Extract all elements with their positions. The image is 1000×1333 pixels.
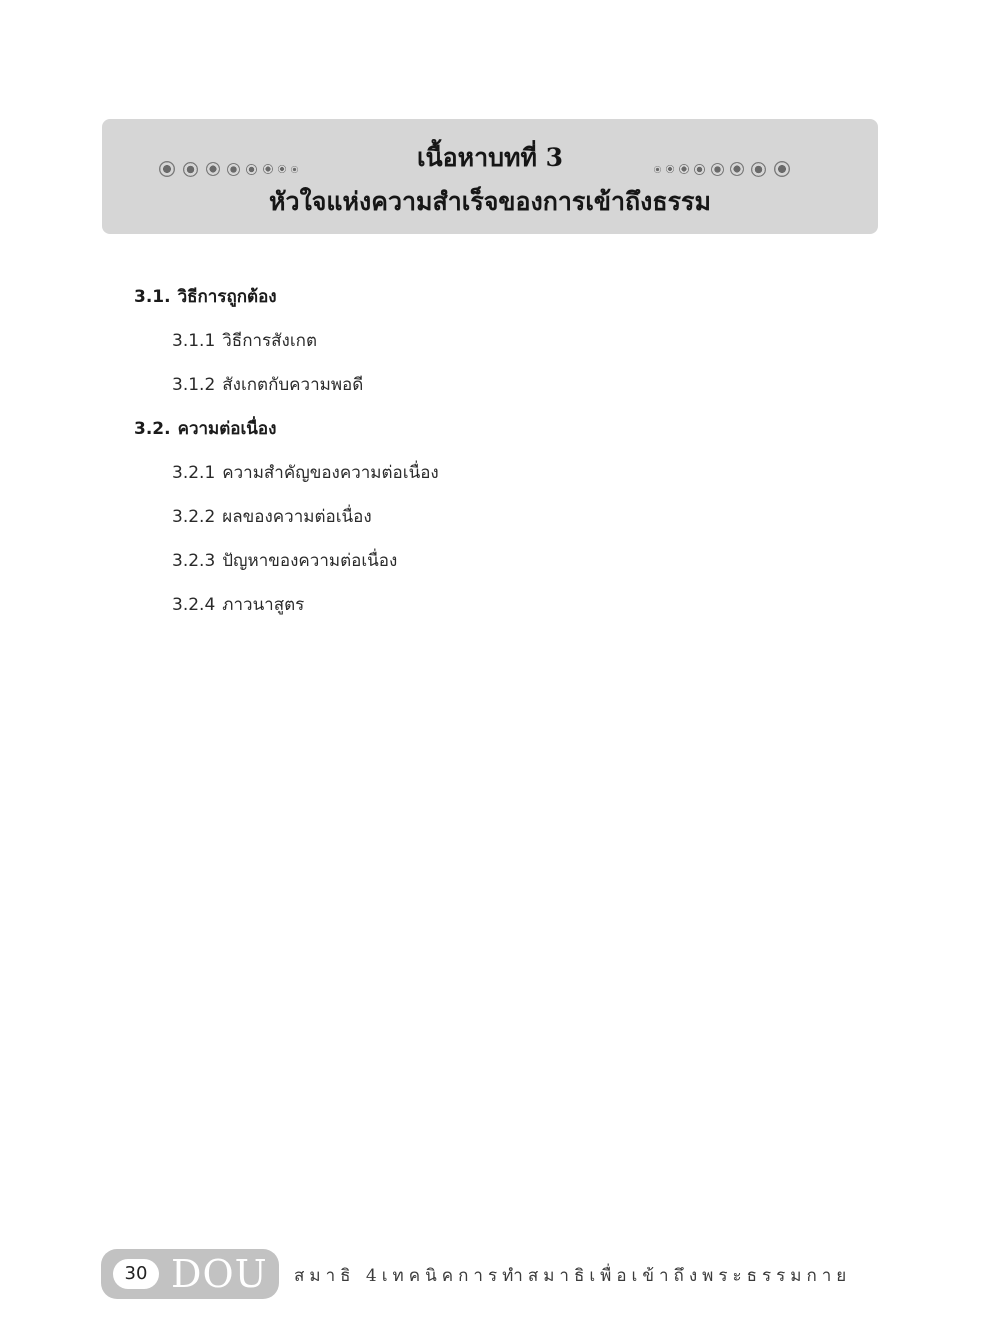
- subsection-item: [172, 329, 317, 353]
- chapter-number: เนื้อหาบทที่ 3: [416, 143, 564, 172]
- subsection-label: ผลของความต่อเนื่อง: [222, 507, 372, 527]
- dou-logo: DOU: [171, 1252, 268, 1296]
- circle-ornament-icon: [711, 163, 724, 176]
- subsection-number: 3.1.1: [172, 331, 216, 351]
- section-label: วิธีการถูกต้อง: [177, 287, 277, 307]
- section-number: 3.2.: [134, 419, 171, 439]
- page-number: 30: [113, 1259, 159, 1289]
- subsection-number: 3.2.3: [172, 551, 216, 571]
- subsection-number: 3.1.2: [172, 375, 216, 395]
- subsection-number: 3.2.1: [172, 463, 216, 483]
- subsection-label: ปัญหาของความต่อเนื่อง: [222, 551, 398, 571]
- section-number: 3.1.: [134, 287, 171, 307]
- subsection-item: [172, 549, 397, 573]
- footer-book-title: สมาธิ 4เทคนิคการทำสมาธิเพื่อเข้าถึงพระธรรมกาย: [294, 1266, 852, 1286]
- subsection-label: ภาวนาสูตร: [222, 595, 305, 615]
- section-heading: [134, 285, 277, 309]
- subsection-item: [172, 593, 304, 617]
- decorative-dots-right: [654, 159, 790, 179]
- section-label: ความต่อเนื่อง: [177, 419, 277, 439]
- subsection-item: [172, 461, 439, 485]
- circle-ornament-icon: [751, 162, 766, 177]
- subsection-item: [172, 505, 372, 529]
- subsection-label: ความสำคัญของความต่อเนื่อง: [222, 463, 439, 483]
- chapter-header: [102, 119, 878, 234]
- circle-ornament-icon: [694, 164, 705, 175]
- subsection-label: วิธีการสังเกต: [222, 331, 317, 351]
- circle-ornament-icon: [679, 164, 689, 174]
- footer-badge: [101, 1249, 279, 1299]
- circle-ornament-icon: [666, 165, 674, 173]
- chapter-title: หัวใจแห่งความสำเร็จของการเข้าถึงธรรม: [269, 187, 711, 216]
- circle-ornament-icon: [730, 162, 744, 176]
- subsection-item: [172, 373, 363, 397]
- circle-ornament-icon: [654, 166, 661, 173]
- section-heading: [134, 417, 276, 441]
- circle-ornament-icon: [774, 161, 790, 177]
- subsection-number: 3.2.4: [172, 595, 216, 615]
- subsection-number: 3.2.2: [172, 507, 216, 527]
- subsection-label: สังเกตกับความพอดี: [222, 375, 364, 395]
